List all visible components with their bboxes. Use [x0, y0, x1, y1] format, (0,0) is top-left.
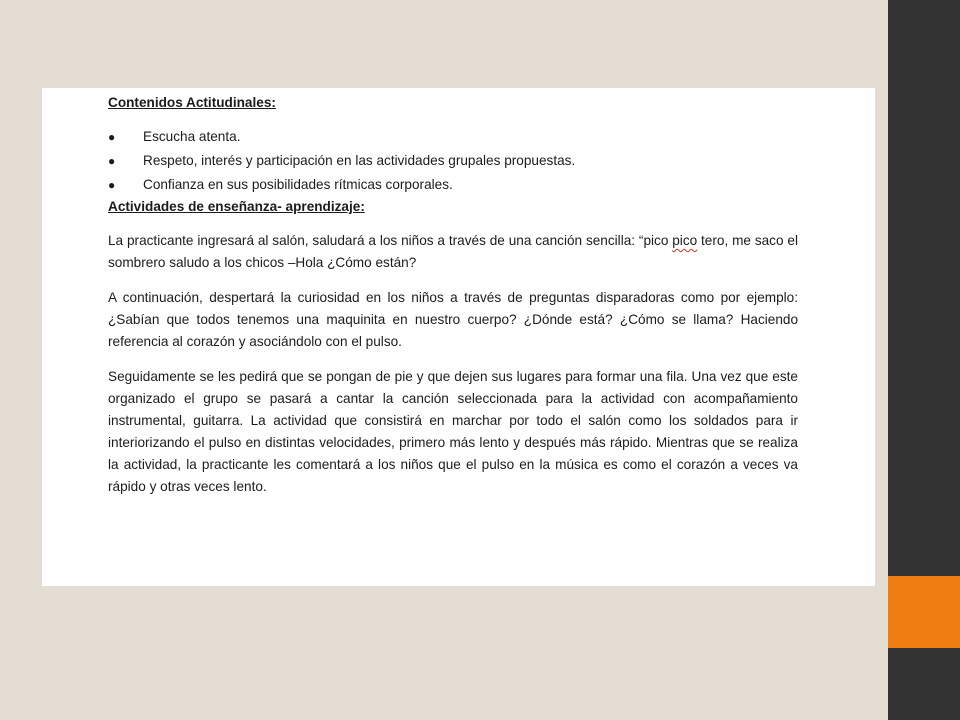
section-title-actividades: Actividades de enseñanza- aprendizaje: — [108, 199, 365, 214]
document-content — [108, 93, 798, 498]
misspelled-word: pico — [672, 233, 698, 248]
bullet-list — [108, 125, 798, 197]
bullet-icon: ● — [108, 130, 116, 144]
paragraph-curiosity: A continuación, despertará la curiosidad en los niños a través de preguntas disparadoras como por ejemplo: ¿Sabían que todos tenemos una maquinita en nuestro cuerpo? ¿Dónde está? ¿Cómo se llama? Haciendo referencia al corazón y asociándolo con el pulso. — [108, 290, 798, 349]
list-item — [108, 125, 798, 149]
slide-accent-block — [888, 576, 960, 648]
section-title-actitudinales: Contenidos Actitudinales: — [108, 95, 276, 110]
list-item — [108, 173, 798, 197]
list-item-text: Confianza en sus posibilidades rítmicas corporales. — [143, 177, 453, 192]
paragraph-text: La practicante ingresará al salón, saludará a los niños a través de una canción sencilla: “pico — [108, 233, 673, 248]
list-item-text: Escucha atenta. — [143, 129, 241, 144]
paragraph-text: tero, me saco el sombrero saludo a los chicos –Hola ¿Cómo están? — [108, 233, 798, 270]
list-item-text: Respeto, interés y participación en las actividades grupales propuestas. — [143, 153, 576, 168]
bullet-icon: ● — [108, 178, 116, 192]
paragraph-intro — [108, 230, 798, 274]
document-image-panel — [42, 88, 875, 586]
bullet-icon: ● — [108, 154, 116, 168]
paragraph-activity: Seguidamente se les pedirá que se pongan de pie y que dejen sus lugares para formar una fila. Una vez que este organizado el grupo se pasará a cantar la canción seleccionada para la actividad con acompañamiento instrumental, guitarra. La actividad que consistirá en marchar por todo el salón como los soldados para ir interiorizando el pulso en distintas velocidades, primero más lento y después más rápido. Mientras que se realiza la actividad, la practicante les comentará a los niños que el pulso en la música es como el corazón a veces va rápido y otras veces lento. — [108, 369, 798, 494]
list-item — [108, 149, 798, 173]
